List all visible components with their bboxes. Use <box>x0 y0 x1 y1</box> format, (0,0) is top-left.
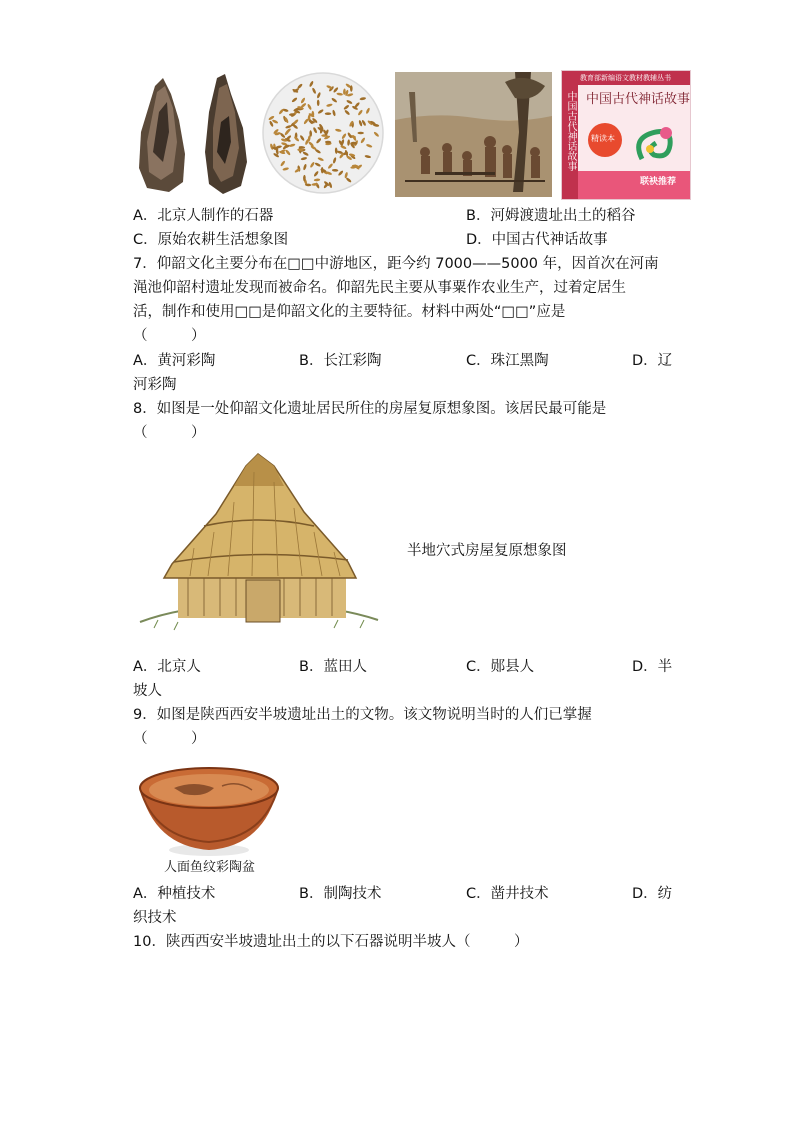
q9-option-d-wrap[interactable]: 织技术 <box>133 910 177 926</box>
q6-option-d[interactable]: D．中国古代神话故事 <box>466 232 608 248</box>
pit-house-image <box>134 452 382 648</box>
book-badge-text: 精读本 <box>591 134 615 143</box>
q8-option-c[interactable]: C．郧县人 <box>466 659 535 675</box>
q8-answer-blank: （ ） <box>133 425 206 441</box>
q9-option-a[interactable]: A．种植技术 <box>133 886 216 902</box>
book-title-text: 中国古代神话故事 <box>586 92 691 107</box>
q7-option-c[interactable]: C．珠江黑陶 <box>466 353 549 369</box>
q7-option-a[interactable]: A．黄河彩陶 <box>133 353 216 369</box>
book-series-text: 教育部新编语文教材教辅丛书 <box>580 74 671 82</box>
q9-option-c[interactable]: C．凿井技术 <box>466 886 549 902</box>
q8-option-b[interactable]: B．蓝田人 <box>299 659 367 675</box>
stone-tools-image <box>133 72 255 200</box>
pottery-basin-caption: 人面鱼纹彩陶盆 <box>164 860 256 875</box>
q7-option-b[interactable]: B．长江彩陶 <box>299 353 382 369</box>
q8-option-d[interactable]: D．半 <box>632 659 673 675</box>
q7-option-d-wrap[interactable]: 河彩陶 <box>133 377 177 393</box>
farming-scene-image <box>395 72 552 197</box>
q6-option-c[interactable]: C．原始农耕生活想象图 <box>133 232 289 248</box>
rice-grain <box>350 85 353 91</box>
q7-stem-line1: 7．仰韶文化主要分布在□□中游地区，距今约 7000——5000 年，因首次在河南 <box>133 256 659 272</box>
q9-stem-line1: 9．如图是陕西西安半坡遗址出土的文物。该文物说明当时的人们已掌握 <box>133 707 592 723</box>
q7-stem-line3: 活，制作和使用□□是仰韶文化的主要特征。材料中两处“□□”应是 <box>133 304 566 320</box>
book-spine-text: 中国古代神话故事 <box>565 91 576 171</box>
q7-answer-blank: （ ） <box>133 328 206 344</box>
book-dragon-illustration <box>632 119 682 169</box>
q7-option-d[interactable]: D．辽 <box>632 353 673 369</box>
rice-grain <box>358 132 364 135</box>
q6-option-b[interactable]: B．河姆渡遗址出土的稻谷 <box>466 208 636 224</box>
q10-stem-line1: 10．陕西西安半坡遗址出土的以下石器说明半坡人（ ） <box>133 934 529 950</box>
book-reco-text: 联袂推荐 <box>640 177 677 187</box>
q9-answer-blank: （ ） <box>133 731 206 747</box>
q9-option-d[interactable]: D．纺 <box>632 886 673 902</box>
q8-stem-line1: 8．如图是一处仰韶文化遗址居民所住的房屋复原想象图。该居民最可能是 <box>133 401 607 417</box>
rice-grain <box>325 112 331 115</box>
pit-house-caption: 半地穴式房屋复原想象图 <box>407 543 567 559</box>
q7-stem-line2: 渑池仰韶村遗址发现而被命名。仰韶先民主要从事粟作农业生产，过着定居生 <box>133 280 626 296</box>
q9-option-b[interactable]: B．制陶技术 <box>299 886 382 902</box>
q8-option-d-wrap[interactable]: 坡人 <box>133 683 162 699</box>
q6-option-a[interactable]: A．北京人制作的石器 <box>133 208 274 224</box>
rice-grain <box>297 149 303 152</box>
q8-option-a[interactable]: A．北京人 <box>133 659 201 675</box>
painted-pottery-basin-image <box>134 758 284 858</box>
myth-book-cover-image <box>561 70 691 200</box>
rice-grains-image <box>262 66 384 200</box>
